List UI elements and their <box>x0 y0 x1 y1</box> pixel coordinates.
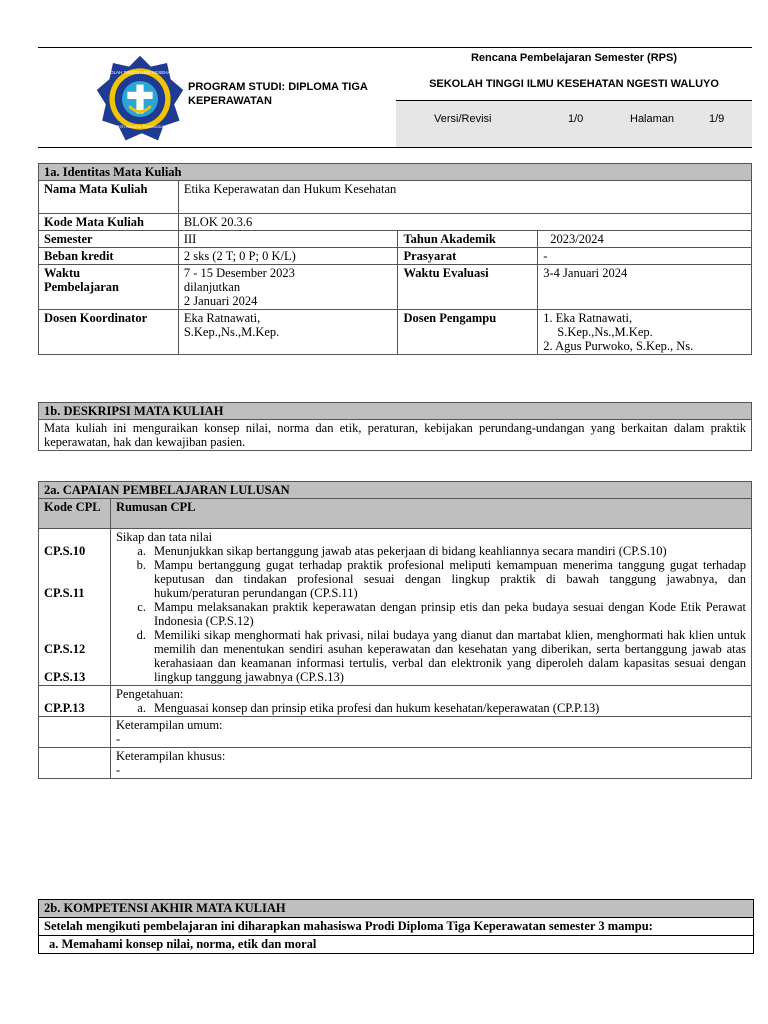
page-label: Halaman <box>630 113 675 125</box>
tahun-value: 2023/2024 <box>538 231 752 248</box>
list-item: d. Memiliki sikap menghormati hak privasi, nilai budaya yang dianut dan martabat klien, menghormati hak klien untuk memilih dan menentukan sendiri asuhan keperawatan dan kesehatan yang diberikan, serta bertanggung jawab atas kerahasiaan dan keamanan informasi tertulis, verbal dan elektronik yang diperoleh dalam kapasitas sesuai dengan lingkup tanggung jawabnya (CP.S.13) <box>136 628 746 684</box>
list-item: a. Menguasai konsep dan prinsip etika profesi dan hukum kesehatan/keperawatan (CP.P.13) <box>137 701 600 715</box>
page-value: 1/9 <box>709 113 725 125</box>
identitas-table <box>38 163 752 355</box>
cpl-umum-cell: Keterampilan umum: - <box>110 717 751 748</box>
document-header <box>38 48 752 148</box>
kode-value: BLOK 20.3.6 <box>178 214 751 231</box>
prasyarat-label: Prasyarat <box>398 248 538 265</box>
koordinator-label: Dosen Koordinator <box>39 310 179 355</box>
nama-value: Etika Keperawatan dan Hukum Kesehatan <box>178 181 751 214</box>
version-row <box>396 101 752 147</box>
kompetensi-intro: Setelah mengikuti pembelajaran ini diharapkan mahasiswa Prodi Diploma Tiga Keperawatan semester 3 mampu: <box>39 918 753 936</box>
kode-label: Kode Mata Kuliah <box>39 214 179 231</box>
cpl-title: 2a. CAPAIAN PEMBELAJARAN LULUSAN <box>39 482 752 499</box>
prasyarat-value: - <box>538 248 752 265</box>
institution-name: SEKOLAH TINGGI ILMU KESEHATAN NGESTI WALUYO <box>429 78 719 90</box>
logo-text-top: SEKOLAH TINGGI ILMU KESEHATAN <box>101 69 179 75</box>
semester-value: III <box>178 231 398 248</box>
koordinator-value: Eka Ratnawati, S.Kep.,Ns.,M.Kep. <box>178 310 398 355</box>
pengetahuan-heading: Pengetahuan: <box>115 687 184 701</box>
kompetensi-title: 2b. KOMPETENSI AKHIR MATA KULIAH <box>39 900 753 918</box>
deskripsi-text: Mata kuliah ini menguraikan konsep nilai, norma dan etik, peraturan, kebijakan perundang-undangan yang berkaitan dalam praktik keperawatan, hak dan kewajiban pasien. <box>39 420 752 451</box>
cpl-code: CP.S.10 <box>44 544 86 558</box>
cpl-sikap-codes <box>39 529 111 686</box>
cpl-pengetahuan-cell <box>110 686 751 717</box>
evaluasi-label: Waktu Evaluasi <box>398 265 538 310</box>
sikap-list <box>116 544 746 684</box>
cpl-code: CP.S.13 <box>44 670 86 684</box>
version-label: Versi/Revisi <box>434 113 492 125</box>
sikap-heading: Sikap dan tata nilai <box>115 530 213 544</box>
nama-label: Nama Mata Kuliah <box>39 181 179 214</box>
cpl-table <box>38 481 752 779</box>
header-right-block <box>396 48 752 147</box>
cpl-col-rumusan: Rumusan CPL <box>110 499 751 529</box>
cpl-code: CP.S.12 <box>44 642 86 656</box>
list-item: c. Mampu melaksanakan praktik keperawatan dengan prinsip etis dan peka budaya sesuai dengan Kode Etik Perawat Indonesia (CP.S.12) <box>137 600 746 628</box>
semester-label: Semester <box>39 231 179 248</box>
cpl-code: CP.P.13 <box>44 701 85 715</box>
list-item: a. Menunjukkan sikap bertanggung jawab atas pekerjaan di bidang keahliannya secara mandiri (CP.S.10) <box>137 544 667 558</box>
deskripsi-title: 1b. DESKRIPSI MATA KULIAH <box>39 403 752 420</box>
version-value: 1/0 <box>568 113 584 125</box>
beban-label: Beban kredit <box>39 248 179 265</box>
waktu-value: 7 - 15 Desember 2023 dilanjutkan 2 Januari 2024 <box>178 265 398 310</box>
waktu-label: Waktu Pembelajaran <box>39 265 179 310</box>
kompetensi-item-a: a. Memahami konsep nilai, norma, etik dan moral <box>49 937 317 951</box>
cpl-col-kode: Kode CPL <box>39 499 111 529</box>
list-item: b. Mampu bertanggung gugat terhadap praktik profesional meliputi kemampuan menerima tanggung gugat terhadap keputusan dan tindakan profesional sesuai dengan lingkup praktik di bawah tanggung jawabnya, dan hukum/peraturan perundangan (CP.S.11) <box>136 558 746 600</box>
evaluasi-value: 3-4 Januari 2024 <box>538 265 752 310</box>
pengampu-value: 1. Eka Ratnawati, S.Kep.,Ns.,M.Kep. 2. Agus Purwoko, S.Kep., Ns. <box>538 310 752 355</box>
document-title: Rencana Pembelajaran Semester (RPS) <box>470 52 678 64</box>
program-name: PROGRAM STUDI: DIPLOMA TIGA KEPERAWATAN <box>188 81 368 107</box>
logo-text-bottom: NGESTI WALUYO TEMANGGUNG <box>111 124 169 129</box>
pengampu-label: Dosen Pengampu <box>398 310 538 355</box>
identitas-title: 1a. Identitas Mata Kuliah <box>39 164 752 181</box>
cpl-code: CP.S.11 <box>44 586 85 600</box>
institution-logo <box>93 54 187 144</box>
beban-value: 2 sks (2 T; 0 P; 0 K/L) <box>178 248 398 265</box>
deskripsi-table <box>38 402 752 451</box>
cpl-khusus-cell: Keterampilan khusus: - <box>110 748 751 779</box>
cpl-sikap-cell <box>110 529 751 686</box>
kompetensi-box <box>38 899 754 954</box>
tahun-label: Tahun Akademik <box>398 231 538 248</box>
